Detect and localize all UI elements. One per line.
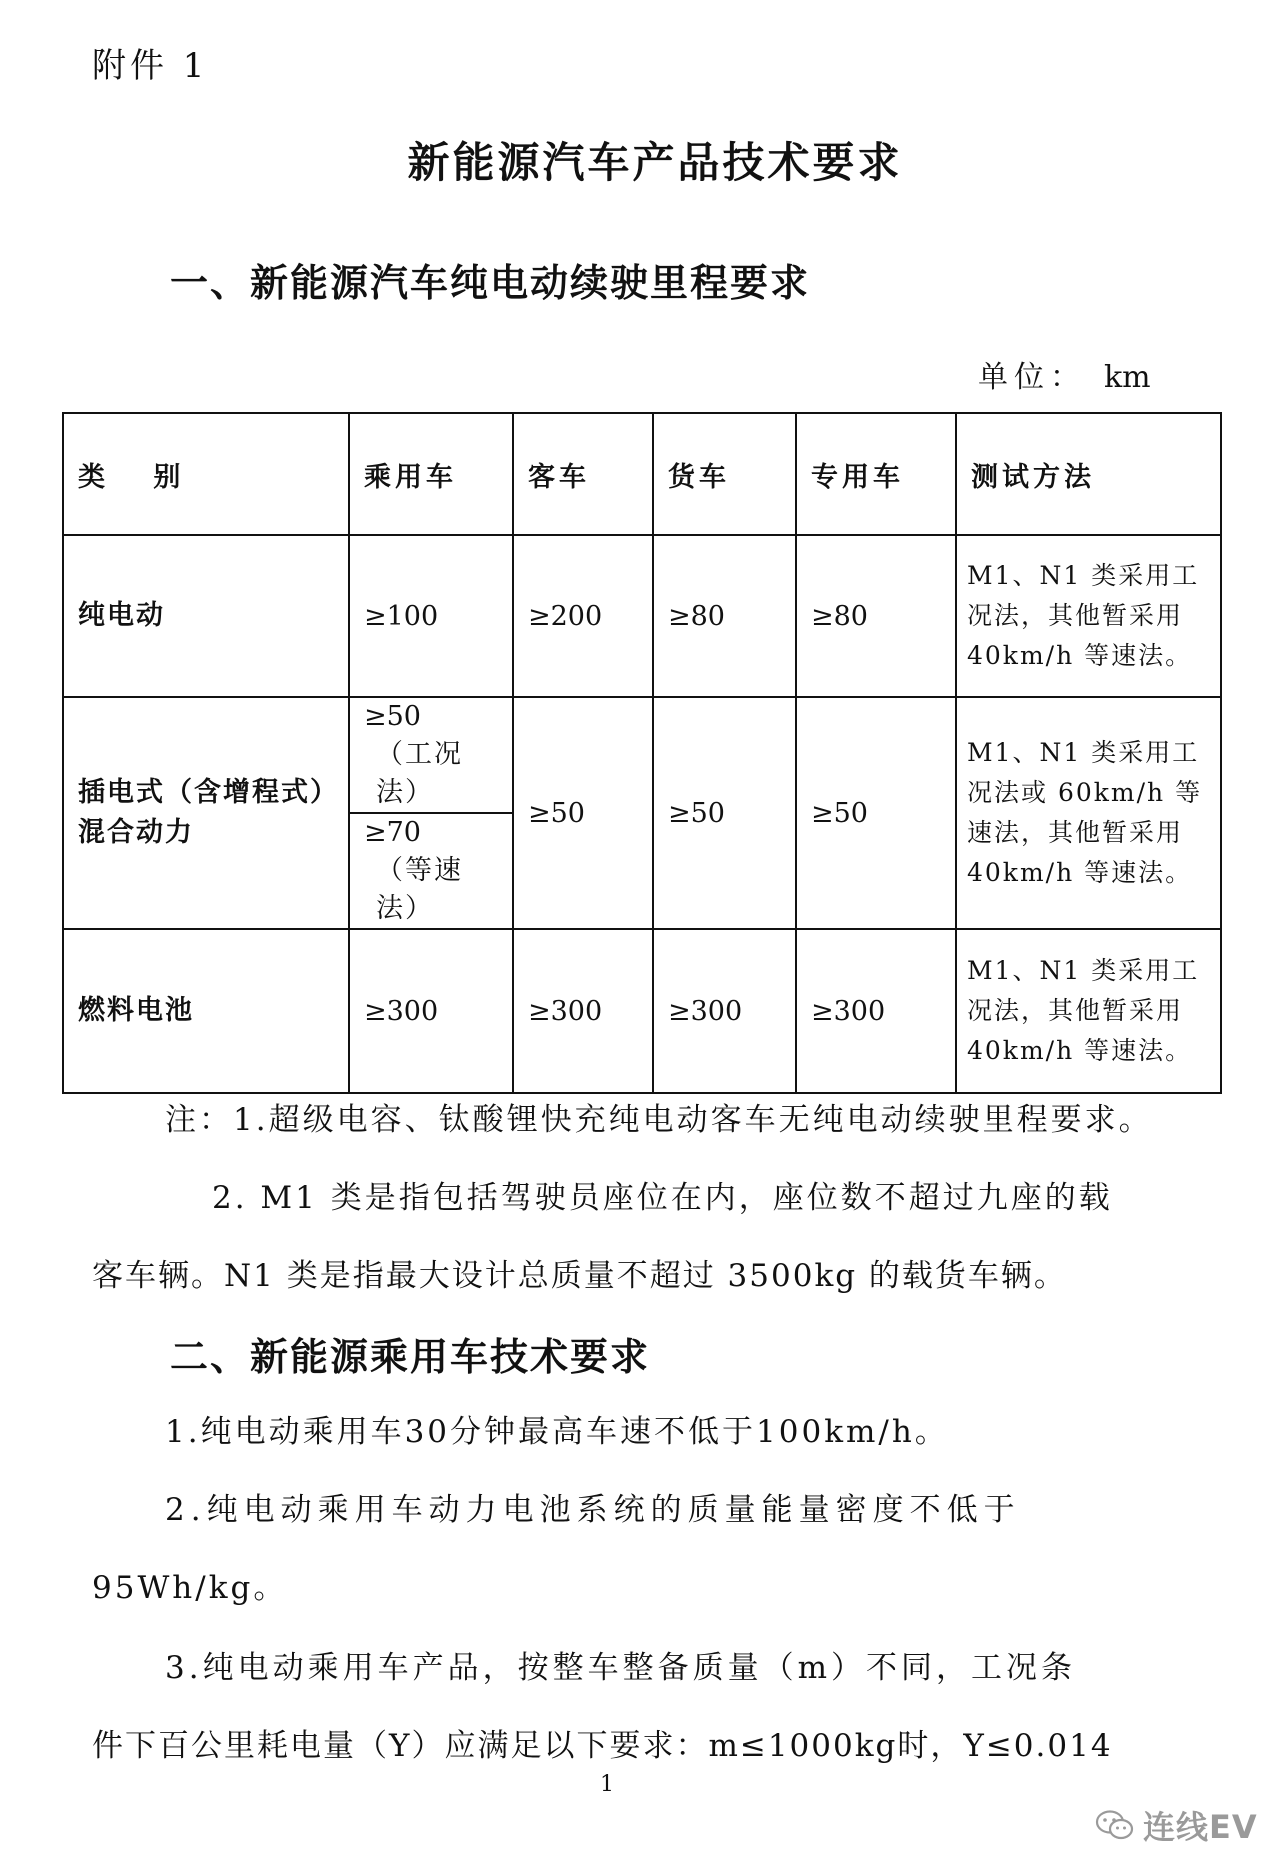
phev-passenger-cycle xyxy=(349,697,513,813)
section2-item-2-line-2: 95Wh/kg。 xyxy=(92,1570,288,1606)
section2-item-2-line-1: 2.纯电动乘用车动力电池系统的质量能量密度不低于 xyxy=(165,1492,1021,1528)
document-title: 新能源汽车产品技术要求 xyxy=(407,138,903,187)
table-row-phev xyxy=(63,697,1221,813)
phev-method: M1、N1 类采用工况法或 60km/h 等速法，其他暂采用40km/h 等速法。 xyxy=(956,697,1221,929)
section1-heading: 一、新能源汽车纯电动续驶里程要求 xyxy=(170,261,811,305)
header-special: 专用车 xyxy=(796,413,956,535)
table-row-fcev xyxy=(63,929,1221,1093)
bev-special: ≥80 xyxy=(796,535,956,697)
unit-value: km xyxy=(1104,360,1151,395)
bev-truck: ≥80 xyxy=(653,535,796,697)
phev-special: ≥50 xyxy=(796,697,956,929)
note-2-line-2: 客车辆。N1 类是指最大设计总质量不超过 3500kg 的载货车辆。 xyxy=(92,1258,1067,1294)
range-requirements-table xyxy=(62,412,1222,1094)
header-passenger: 乘用车 xyxy=(349,413,513,535)
fcev-bus: ≥300 xyxy=(513,929,653,1093)
section2-item-3-line-1: 3.纯电动乘用车产品，按整车整备质量（m）不同，工况条 xyxy=(165,1650,1076,1686)
watermark-text: 连线EV xyxy=(1143,1808,1258,1846)
phev-passenger-constant xyxy=(349,813,513,929)
fcev-special: ≥300 xyxy=(796,929,956,1093)
fcev-method: M1、N1 类采用工况法，其他暂采用40km/h 等速法。 xyxy=(956,929,1221,1093)
page-number: 1 xyxy=(600,1772,614,1797)
table-header-row xyxy=(63,413,1221,535)
fcev-category: 燃料电池 xyxy=(63,929,349,1093)
header-bus: 客车 xyxy=(513,413,653,535)
bev-passenger: ≥100 xyxy=(349,535,513,697)
phev-passenger-cycle-method: （工况法） xyxy=(376,739,463,808)
attachment-label: 附件 1 xyxy=(92,46,209,86)
note-2-line-1: 2. M1 类是指包括驾驶员座位在内，座位数不超过九座的载 xyxy=(212,1180,1113,1216)
bev-method: M1、N1 类采用工况法，其他暂采用40km/h 等速法。 xyxy=(956,535,1221,697)
bev-category: 纯电动 xyxy=(63,535,349,697)
header-truck: 货车 xyxy=(653,413,796,535)
phev-passenger-constant-method: （等速法） xyxy=(376,855,463,924)
unit-label xyxy=(978,352,1151,396)
header-method: 测试方法 xyxy=(956,413,1221,535)
table-row-bev xyxy=(63,535,1221,697)
phev-truck: ≥50 xyxy=(653,697,796,929)
section2-heading: 二、新能源乘用车技术要求 xyxy=(170,1335,651,1379)
header-category: 类 别 xyxy=(63,413,349,535)
phev-bus: ≥50 xyxy=(513,697,653,929)
unit-label-text: 单位： xyxy=(978,360,1086,395)
phev-passenger-constant-value: ≥70 xyxy=(364,817,421,848)
wechat-icon xyxy=(1095,1809,1135,1841)
fcev-passenger: ≥300 xyxy=(349,929,513,1093)
section2-item-1: 1.纯电动乘用车30分钟最高车速不低于100km/h。 xyxy=(165,1414,949,1450)
phev-passenger-cycle-value: ≥50 xyxy=(364,701,421,732)
section2-item-3-line-2: 件下百公里耗电量（Y）应满足以下要求：m≤1000kg时，Y≤0.014 xyxy=(92,1728,1113,1764)
phev-category: 插电式（含增程式）混合动力 xyxy=(63,697,349,929)
watermark xyxy=(1095,1802,1258,1848)
fcev-truck: ≥300 xyxy=(653,929,796,1093)
bev-bus: ≥200 xyxy=(513,535,653,697)
note-1: 注：1.超级电容、钛酸锂快充纯电动客车无纯电动续驶里程要求。 xyxy=(165,1102,1153,1138)
